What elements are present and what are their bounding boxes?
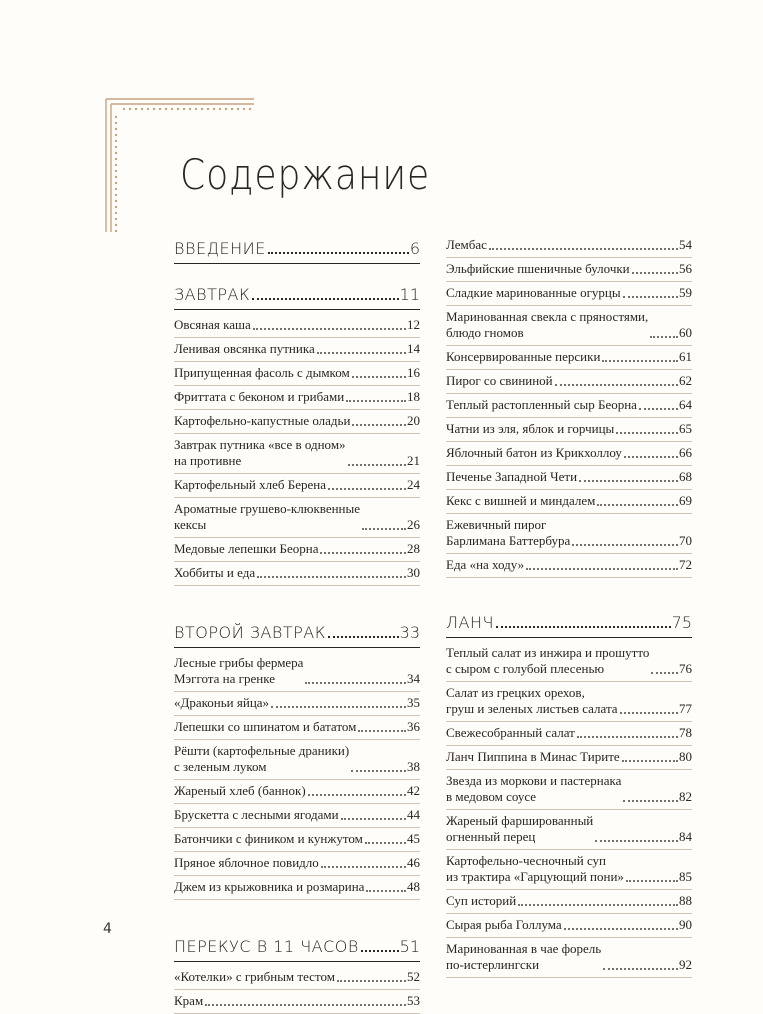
toc-entry[interactable] bbox=[174, 828, 420, 852]
toc-entry-title: Завтрак путника «все в одном» на противне bbox=[174, 437, 346, 468]
section-heading-page: 75 bbox=[671, 613, 692, 632]
toc-entry[interactable] bbox=[446, 722, 692, 746]
toc-entry-page: 65 bbox=[679, 421, 692, 436]
toc-entry-title: Салат из грецких орехов, груш и зеленых листьев салата bbox=[446, 685, 618, 716]
dot-leader bbox=[616, 432, 678, 434]
toc-entry[interactable] bbox=[174, 852, 420, 876]
toc-entry-title: Печенье Западной Чети bbox=[446, 469, 578, 484]
toc-section bbox=[446, 234, 692, 578]
toc-entry[interactable] bbox=[446, 770, 692, 810]
toc-entry-title: Крам bbox=[174, 993, 204, 1008]
section-heading-page: 11 bbox=[399, 285, 420, 304]
dot-leader bbox=[320, 552, 406, 554]
dot-leader bbox=[328, 636, 399, 638]
toc-entry[interactable] bbox=[446, 282, 692, 306]
dot-leader bbox=[253, 328, 406, 330]
toc-entry[interactable] bbox=[174, 804, 420, 828]
dot-leader bbox=[365, 842, 406, 844]
toc-entry-title: Кекс с вишней и миндалем bbox=[446, 493, 596, 508]
toc-entry[interactable] bbox=[446, 554, 692, 578]
dot-leader bbox=[632, 272, 678, 274]
toc-entry-title: Лембас bbox=[446, 237, 487, 252]
toc-entry-page: 34 bbox=[407, 671, 420, 686]
dot-leader bbox=[321, 866, 406, 868]
toc-entry-page: 56 bbox=[679, 261, 692, 276]
toc-entry-title: Батончики с фиником и кунжутом bbox=[174, 831, 363, 846]
toc-entry-page: 80 bbox=[679, 749, 692, 764]
toc-entry[interactable] bbox=[174, 338, 420, 362]
toc-entry-page: 36 bbox=[407, 719, 420, 734]
toc-entry-page: 54 bbox=[679, 237, 692, 252]
toc-entry-page: 64 bbox=[679, 397, 692, 412]
toc-entry[interactable] bbox=[446, 394, 692, 418]
dot-leader bbox=[555, 384, 678, 386]
dot-leader bbox=[268, 252, 409, 254]
toc-entry-page: 44 bbox=[407, 807, 420, 822]
toc-entry[interactable] bbox=[174, 966, 420, 990]
toc-entry[interactable] bbox=[174, 498, 420, 538]
toc-entry-page: 20 bbox=[407, 413, 420, 428]
toc-entry-title: Пирог со свининой bbox=[446, 373, 553, 388]
toc-section bbox=[174, 622, 420, 900]
dot-leader bbox=[351, 770, 406, 772]
toc-entry-page: 53 bbox=[407, 993, 420, 1008]
toc-entry[interactable] bbox=[446, 890, 692, 914]
toc-entry-title: Еда «на ходу» bbox=[446, 557, 525, 572]
toc-entry-page: 60 bbox=[679, 325, 692, 340]
toc-entry-page: 21 bbox=[407, 453, 420, 468]
toc-entry[interactable] bbox=[174, 474, 420, 498]
page-number: 4 bbox=[103, 921, 112, 937]
toc-entry-title: Припущенная фасоль с дымком bbox=[174, 365, 350, 380]
toc-entry[interactable] bbox=[446, 850, 692, 890]
toc-entry[interactable] bbox=[174, 538, 420, 562]
toc-entry-page: 46 bbox=[407, 855, 420, 870]
dot-leader bbox=[572, 544, 678, 546]
section-heading-page: 51 bbox=[399, 937, 420, 956]
toc-entry-title: Ароматные грушево-клюквенные кексы bbox=[174, 501, 361, 532]
toc-entry[interactable] bbox=[446, 514, 692, 554]
toc-entry-page: 78 bbox=[679, 725, 692, 740]
toc-entry-title: Суп историй bbox=[446, 893, 517, 908]
toc-entry[interactable] bbox=[174, 740, 420, 780]
toc-entry-title: Лесные грибы фермера Мэггота на гренке bbox=[174, 655, 304, 686]
toc-section bbox=[174, 284, 420, 586]
toc-entry[interactable] bbox=[446, 490, 692, 514]
toc-entry-page: 85 bbox=[679, 869, 692, 884]
toc-entry-page: 35 bbox=[407, 695, 420, 710]
toc-entry[interactable] bbox=[446, 442, 692, 466]
toc-entry-title: Фриттата с беконом и грибами bbox=[174, 389, 345, 404]
dot-leader bbox=[346, 400, 406, 402]
toc-entry-page: 16 bbox=[407, 365, 420, 380]
dot-leader bbox=[626, 880, 678, 882]
dot-leader bbox=[595, 840, 678, 842]
toc-entry-title: Жареный хлеб (баннок) bbox=[174, 783, 306, 798]
toc-entry-page: 12 bbox=[407, 317, 420, 332]
toc-entry-title: Джем из крыжовника и розмарина bbox=[174, 879, 365, 894]
dot-leader bbox=[496, 626, 671, 628]
toc-entry-page: 69 bbox=[679, 493, 692, 508]
section-heading-title: ВВЕДЕНИЕ bbox=[174, 239, 266, 258]
toc-entry-page: 42 bbox=[407, 783, 420, 798]
toc-entry-title: Маринованная в чае форель по-истерлингски bbox=[446, 941, 602, 972]
toc-entry-page: 52 bbox=[407, 969, 420, 984]
toc-entry-title: Эльфийские пшеничные булочки bbox=[446, 261, 630, 276]
toc-entry-page: 14 bbox=[407, 341, 420, 356]
dot-leader bbox=[564, 928, 678, 930]
toc-section bbox=[174, 936, 420, 1014]
toc-entry[interactable] bbox=[446, 642, 692, 682]
toc-entry-title: Картофельно-капустные оладьи bbox=[174, 413, 351, 428]
dot-leader bbox=[577, 736, 678, 738]
toc-entry[interactable] bbox=[446, 938, 692, 978]
dot-leader bbox=[257, 576, 406, 578]
toc-entry-page: 62 bbox=[679, 373, 692, 388]
toc-entry-title: Теплый растопленный сыр Беорна bbox=[446, 397, 637, 412]
toc-section bbox=[446, 612, 692, 978]
dot-leader bbox=[308, 794, 406, 796]
page-title: Содержание bbox=[180, 150, 431, 199]
toc-entry[interactable] bbox=[446, 914, 692, 938]
section-heading-page: 6 bbox=[409, 239, 420, 258]
dot-leader bbox=[489, 248, 678, 250]
dot-leader bbox=[271, 706, 406, 708]
dot-leader bbox=[518, 904, 678, 906]
toc-entry-page: 70 bbox=[679, 533, 692, 548]
toc-entry-title: Овсяная каша bbox=[174, 317, 251, 332]
toc-entry-title: «Котелки» с грибным тестом bbox=[174, 969, 335, 984]
toc-entry[interactable] bbox=[446, 370, 692, 394]
toc-entry-page: 84 bbox=[679, 829, 692, 844]
toc-entry-title: Ленивая овсянка путника bbox=[174, 341, 315, 356]
section-heading-title: ВТОРОЙ ЗАВТРАК bbox=[174, 623, 326, 642]
toc-entry-page: 68 bbox=[679, 469, 692, 484]
dot-leader bbox=[650, 336, 678, 338]
toc-entry-page: 72 bbox=[679, 557, 692, 572]
section-heading[interactable] bbox=[446, 612, 692, 638]
toc-entry-title: Яблочный батон из Крикхоллоу bbox=[446, 445, 622, 460]
toc-entry-page: 30 bbox=[407, 565, 420, 580]
toc-right-column bbox=[446, 234, 692, 978]
toc-entry-title: Брускетта с лесными ягодами bbox=[174, 807, 339, 822]
toc-entry-title: Консервированные персики bbox=[446, 349, 601, 364]
toc-entry[interactable] bbox=[174, 434, 420, 474]
toc-section bbox=[174, 238, 420, 264]
toc-entry-title: Теплый салат из инжира и прошутто с сыром с голубой плесенью bbox=[446, 645, 650, 676]
toc-entry-page: 92 bbox=[679, 957, 692, 972]
toc-entry-page: 18 bbox=[407, 389, 420, 404]
toc-entry[interactable] bbox=[174, 716, 420, 740]
toc-entry-page: 48 bbox=[407, 879, 420, 894]
dot-leader bbox=[352, 424, 406, 426]
toc-entry-title: Маринованная свекла с пряностями, блюдо гномов bbox=[446, 309, 649, 340]
toc-entry[interactable] bbox=[174, 780, 420, 804]
toc-entry[interactable] bbox=[174, 386, 420, 410]
toc-entry[interactable] bbox=[174, 562, 420, 586]
toc-entry-title: Хоббиты и еда bbox=[174, 565, 256, 580]
dot-leader bbox=[622, 760, 678, 762]
toc-entry-page: 88 bbox=[679, 893, 692, 908]
dot-leader bbox=[305, 682, 406, 684]
toc-entry-page: 61 bbox=[679, 349, 692, 364]
toc-entry[interactable] bbox=[446, 746, 692, 770]
dot-leader bbox=[341, 818, 406, 820]
toc-entry[interactable] bbox=[446, 258, 692, 282]
toc-entry-page: 26 bbox=[407, 517, 420, 532]
toc-entry-title: Чатни из эля, яблок и горчицы bbox=[446, 421, 615, 436]
section-heading-title: ЛАНЧ bbox=[446, 613, 494, 632]
dot-leader bbox=[361, 950, 399, 952]
dot-leader bbox=[651, 672, 678, 674]
toc-entry[interactable] bbox=[446, 466, 692, 490]
toc-entry-title: Свежесобранный салат bbox=[446, 725, 575, 740]
toc-entry[interactable] bbox=[174, 692, 420, 716]
toc-entry-title: Звезда из моркови и пастернака в медовом соусе bbox=[446, 773, 622, 804]
toc-entry-page: 45 bbox=[407, 831, 420, 846]
toc-entry-title: Лепешки со шпинатом и бататом bbox=[174, 719, 357, 734]
toc-entry-page: 77 bbox=[679, 701, 692, 716]
dot-leader bbox=[579, 480, 678, 482]
toc-entry-page: 76 bbox=[679, 661, 692, 676]
dot-leader bbox=[252, 298, 398, 300]
dot-leader bbox=[348, 464, 406, 466]
dot-leader bbox=[358, 730, 406, 732]
dot-leader bbox=[352, 376, 406, 378]
toc-entry-title: Картофельно-чесночный суп из трактира «Гарцующий пони» bbox=[446, 853, 624, 884]
dot-leader bbox=[623, 296, 678, 298]
toc-entry[interactable] bbox=[446, 418, 692, 442]
toc-entry-title: «Драконьи яйца» bbox=[174, 695, 270, 710]
toc-entry[interactable] bbox=[446, 234, 692, 258]
dot-leader bbox=[337, 980, 406, 982]
toc-entry-title: Рёшти (картофельные драники) с зеленым луком bbox=[174, 743, 350, 774]
toc-entry-page: 24 bbox=[407, 477, 420, 492]
toc-entry[interactable] bbox=[174, 314, 420, 338]
dot-leader bbox=[624, 456, 678, 458]
toc-entry-page: 82 bbox=[679, 789, 692, 804]
toc-entry-title: Пряное яблочное повидло bbox=[174, 855, 319, 870]
toc-entry[interactable] bbox=[174, 362, 420, 386]
toc-entry-page: 28 bbox=[407, 541, 420, 556]
dot-leader bbox=[602, 360, 678, 362]
toc-entry[interactable] bbox=[174, 990, 420, 1014]
toc-entry-title: Ежевичный пирог Барлимана Баттербура bbox=[446, 517, 571, 548]
dot-leader bbox=[623, 800, 678, 802]
section-heading[interactable] bbox=[174, 284, 420, 310]
toc-entry[interactable] bbox=[174, 652, 420, 692]
toc-entry-page: 66 bbox=[679, 445, 692, 460]
section-heading[interactable] bbox=[174, 622, 420, 648]
toc-left-column bbox=[174, 238, 420, 1014]
toc-entry-title: Жареный фаршированный огненный перец bbox=[446, 813, 594, 844]
dot-leader bbox=[597, 504, 678, 506]
toc-entry-page: 90 bbox=[679, 917, 692, 932]
section-heading-title: ПЕРЕКУС В 11 ЧАСОВ bbox=[174, 937, 359, 956]
toc-entry-title: Медовые лепешки Беорна bbox=[174, 541, 319, 556]
dot-leader bbox=[328, 488, 406, 490]
toc-entry-title: Ланч Пиппина в Минас Тирите bbox=[446, 749, 620, 764]
dot-leader bbox=[362, 528, 406, 530]
toc-entry[interactable] bbox=[174, 410, 420, 434]
toc-entry[interactable] bbox=[446, 346, 692, 370]
toc-entry[interactable] bbox=[174, 876, 420, 900]
dot-leader bbox=[205, 1004, 406, 1006]
toc-entry-page: 59 bbox=[679, 285, 692, 300]
toc-entry-page: 38 bbox=[407, 759, 420, 774]
dot-leader bbox=[639, 408, 678, 410]
dot-leader bbox=[317, 352, 406, 354]
section-heading[interactable] bbox=[174, 936, 420, 962]
toc-entry-title: Картофельный хлеб Берена bbox=[174, 477, 326, 492]
section-heading-title: ЗАВТРАК bbox=[174, 285, 251, 304]
toc-entry-title: Сладкие маринованные огурцы bbox=[446, 285, 621, 300]
dot-leader bbox=[526, 568, 678, 570]
section-heading[interactable] bbox=[174, 238, 420, 264]
toc-entry[interactable] bbox=[446, 810, 692, 850]
toc-entry-title: Сырая рыба Голлума bbox=[446, 917, 562, 932]
toc-entry[interactable] bbox=[446, 306, 692, 346]
dot-leader bbox=[603, 968, 678, 970]
section-heading-page: 33 bbox=[399, 623, 420, 642]
toc-entry[interactable] bbox=[446, 682, 692, 722]
dot-leader bbox=[620, 712, 678, 714]
dot-leader bbox=[366, 890, 406, 892]
